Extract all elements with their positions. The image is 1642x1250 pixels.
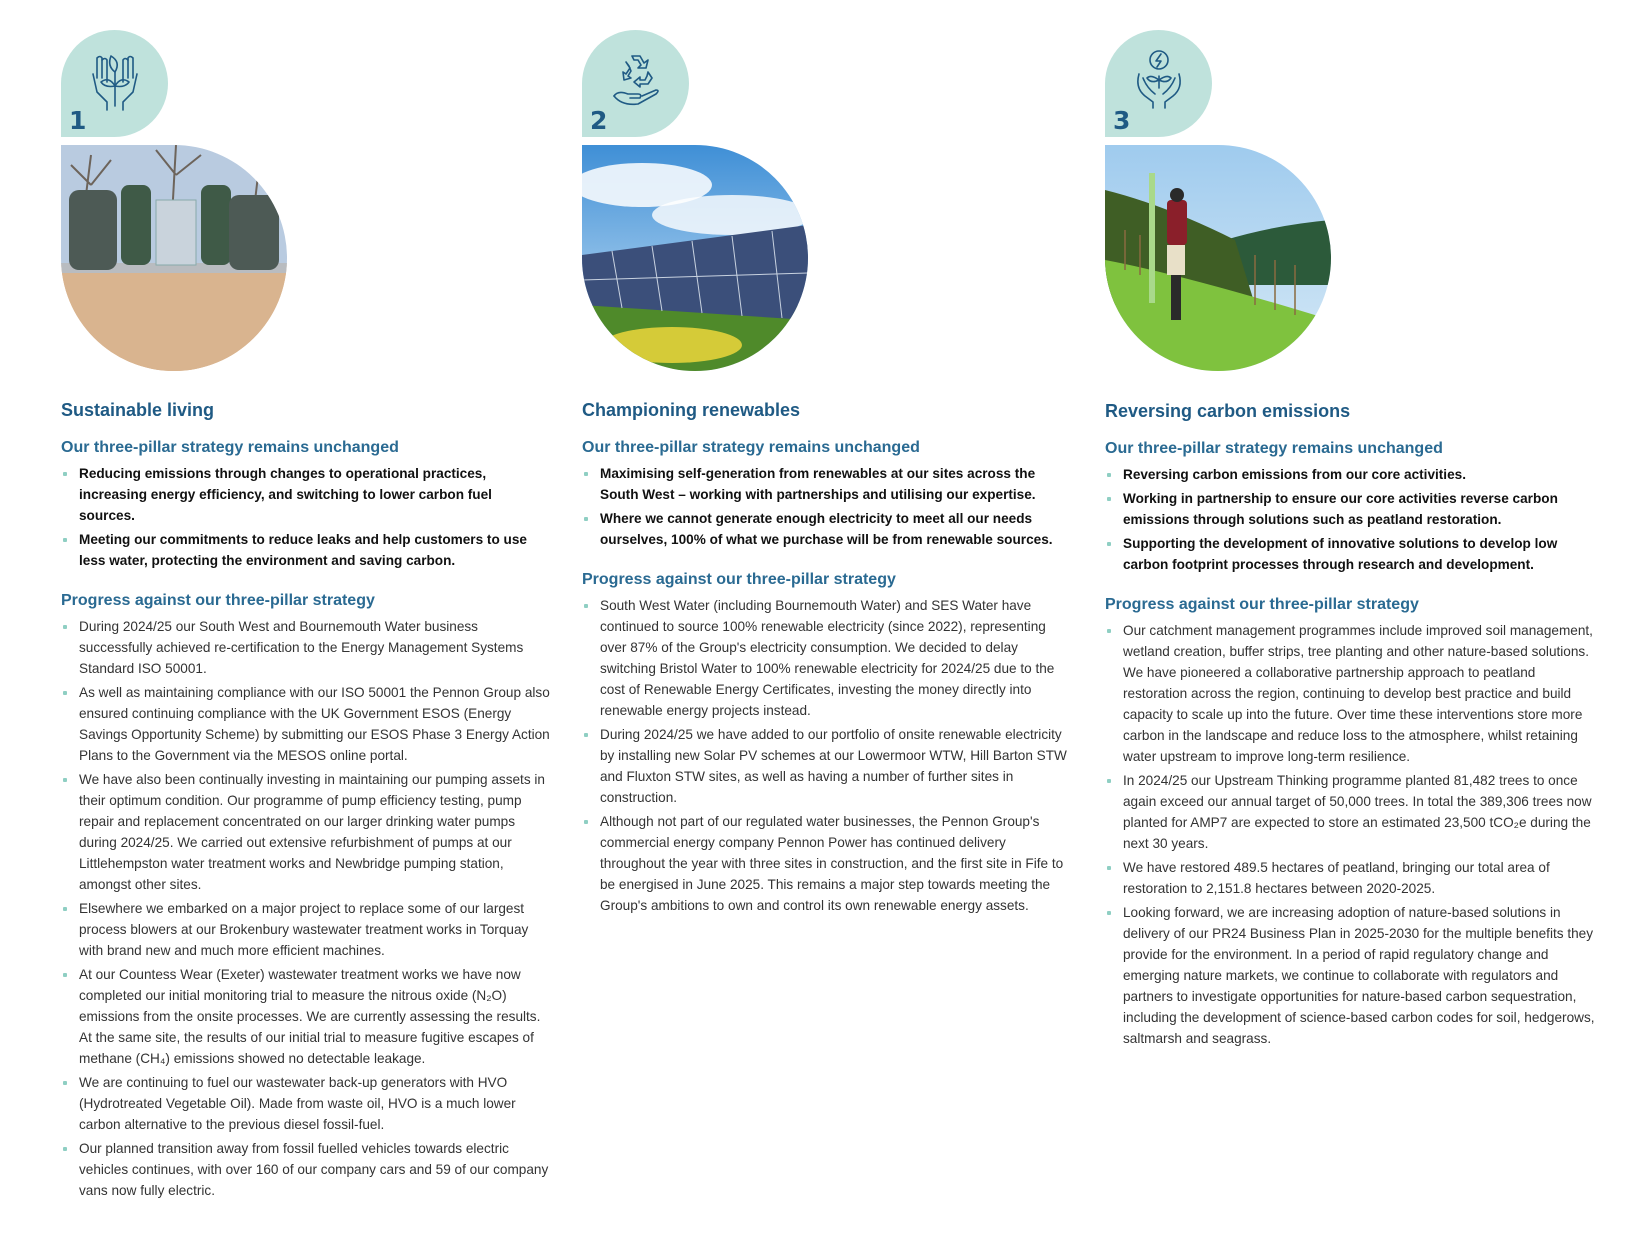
- pillar-badge: [61, 30, 168, 137]
- list-item: Where we cannot generate enough electricity to meet all our needs ourselves, 100% of what we purchase will be from renewable sources.: [582, 508, 1072, 550]
- progress-heading: Progress against our three-pillar strategy: [1105, 596, 1419, 613]
- progress-list: [1105, 620, 1595, 1049]
- pillar-title: Reversing carbon emissions: [1105, 401, 1351, 421]
- progress-list: [582, 595, 1072, 916]
- pillar-badge: [1105, 30, 1212, 137]
- list-item: In 2024/25 our Upstream Thinking programme planted 81,482 trees to once again exceed our annual target of 50,000 trees. In total the 389,306 trees now planted for AMP7 are expected to store an estimated 23,500 tCO₂e during the next 30 years.: [1105, 770, 1595, 854]
- pillar-title: Sustainable living: [61, 400, 215, 420]
- tree-planting-photo: [1105, 145, 1331, 371]
- pillar-number: 3: [1113, 106, 1131, 135]
- list-item: As well as maintaining compliance with our ISO 50001 the Pennon Group also ensured continuing compliance with the UK Government ESOS (Energy Savings Opportunity Scheme) by submitting our ESOS Phase 3 Energy Action Plans to the Government via the MESOS online portal.: [61, 682, 551, 766]
- strategy-list: [582, 463, 1072, 550]
- strategy-list: [1105, 464, 1595, 575]
- strategy-heading: Our three-pillar strategy remains unchanged: [61, 439, 399, 456]
- list-item: South West Water (including Bournemouth Water) and SES Water have continued to source 100% renewable electricity (since 2022), representing over 87% of the Group's electricity consumption. We decided to delay switching Bristol Water to 100% renewable electricity for 2024/25 due to the cost of Renewable Energy Certificates, investing the money directly into renewable energy projects instead.: [582, 595, 1072, 721]
- hands-energy-leaves-icon: [1127, 48, 1191, 112]
- list-item: Our planned transition away from fossil fuelled vehicles towards electric vehicles continues, with over 160 of our company cars and 59 of our company vans now fully electric.: [61, 1138, 551, 1201]
- list-item: During 2024/25 we have added to our portfolio of onsite renewable electricity by installing new Solar PV schemes at our Lowermoor WTW, Hill Barton STW and Fluxton STW sites, as well as having a number of further sites in construction.: [582, 724, 1072, 808]
- pillar-number: 2: [590, 106, 608, 135]
- recycle-hand-icon: [604, 48, 668, 112]
- list-item: Reducing emissions through changes to operational practices, increasing energy efficiency, and switching to lower carbon fuel sources.: [61, 463, 551, 526]
- list-item: At our Countess Wear (Exeter) wastewater treatment works we have now completed our initial monitoring trial to measure the nitrous oxide (N₂O) emissions from the onsite processes. We are currently assessing the results. At the same site, the results of our initial trial to measure fugitive escapes of methane (CH₄) emissions showed no detectable leakage.: [61, 964, 551, 1069]
- list-item: Supporting the development of innovative solutions to develop low carbon footprint processes through research and development.: [1105, 533, 1595, 575]
- list-item: We are continuing to fuel our wastewater back-up generators with HVO (Hydrotreated Vegetable Oil). Made from waste oil, HVO is a much lower carbon alternative to the previous diesel fossil-fuel.: [61, 1072, 551, 1135]
- water-treatment-plant-photo: [61, 145, 287, 371]
- list-item: We have also been continually investing in maintaining our pumping assets in their optimum condition. Our programme of pump efficiency testing, pump repair and replacement concentrated on our larger drinking water pumps during 2024/25. We carried out extensive refurbishment of pumps at our Littlehempston water treatment works and Newbridge pumping station, amongst other sites.: [61, 769, 551, 895]
- list-item: Maximising self-generation from renewables at our sites across the South West – working with partnerships and utilising our expertise.: [582, 463, 1072, 505]
- pillar-title: Championing renewables: [582, 400, 801, 420]
- list-item: Reversing carbon emissions from our core activities.: [1105, 464, 1595, 485]
- list-item: We have restored 489.5 hectares of peatland, bringing our total area of restoration to 2,151.8 hectares between 2020-2025.: [1105, 857, 1595, 899]
- progress-heading: Progress against our three-pillar strategy: [582, 571, 896, 588]
- hands-holding-plant-icon: [83, 48, 147, 112]
- list-item: Although not part of our regulated water businesses, the Pennon Group's commercial energy company Pennon Power has continued delivery throughout the year with three sites in construction, and the first site in Fife to be energised in June 2025. This remains a major step towards meeting the Group's ambitions to own and control its own renewable energy assets.: [582, 811, 1072, 916]
- progress-heading: Progress against our three-pillar strategy: [61, 592, 375, 609]
- list-item: Meeting our commitments to reduce leaks and help customers to use less water, protecting the environment and saving carbon.: [61, 529, 551, 571]
- pillar-badge: [582, 30, 689, 137]
- strategy-list: [61, 463, 551, 571]
- solar-panels-photo: [582, 145, 808, 371]
- list-item: Our catchment management programmes include improved soil management, wetland creation, buffer strips, tree planting and other nature-based solutions. We have pioneered a collaborative partnership approach to peatland restoration across the region, continuing to develop best practice and build capacity to scale up into the future. Over time these interventions store more carbon in the landscape and reduce loss to the atmosphere, whilst retaining water upstream to improve long-term resilience.: [1105, 620, 1595, 767]
- list-item: Looking forward, we are increasing adoption of nature-based solutions in delivery of our PR24 Business Plan in 2025-2030 for the multiple benefits they provide for the environment. In a period of rapid regulatory change and emerging nature markets, we continue to collaborate with regulators and partners to investigate opportunities for nature-based carbon sequestration, including the development of science-based carbon codes for soil, hedgerows, saltmarsh and seagrass.: [1105, 902, 1595, 1049]
- progress-list: [61, 616, 551, 1201]
- list-item: Elsewhere we embarked on a major project to replace some of our largest process blowers at our Brokenbury wastewater treatment works in Torquay with brand new and much more efficient machines.: [61, 898, 551, 961]
- list-item: During 2024/25 our South West and Bournemouth Water business successfully achieved re-certification to the Energy Management Systems Standard ISO 50001.: [61, 616, 551, 679]
- list-item: Working in partnership to ensure our core activities reverse carbon emissions through solutions such as peatland restoration.: [1105, 488, 1595, 530]
- pillar-number: 1: [69, 106, 87, 135]
- strategy-heading: Our three-pillar strategy remains unchanged: [582, 439, 920, 456]
- strategy-heading: Our three-pillar strategy remains unchanged: [1105, 440, 1443, 457]
